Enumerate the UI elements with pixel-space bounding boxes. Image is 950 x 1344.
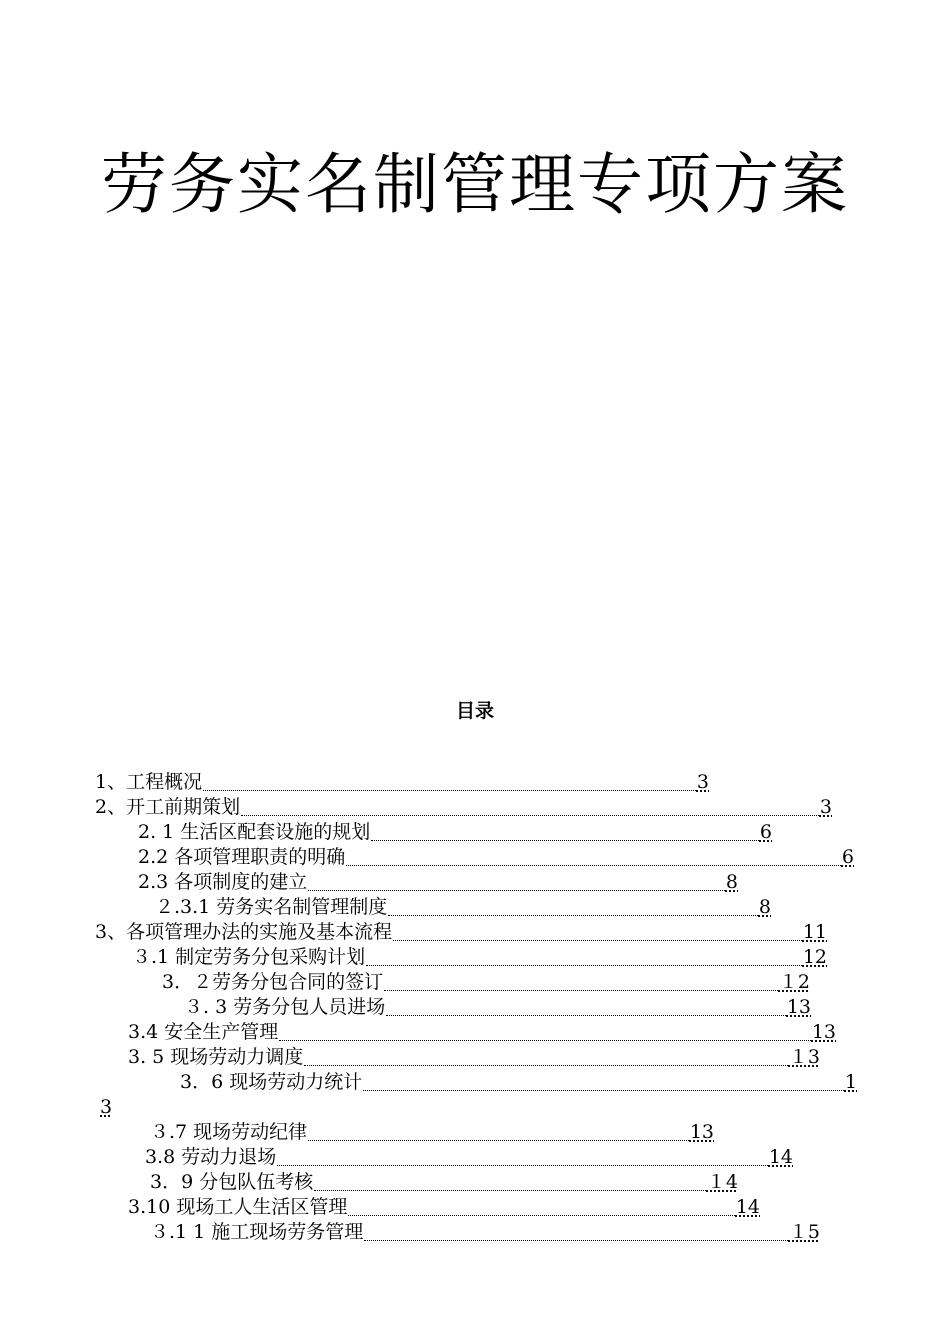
toc-leader <box>277 1164 768 1166</box>
toc-entry-page: 13 <box>786 996 811 1018</box>
page-title: 劳务实名制管理专项方案 <box>101 146 849 223</box>
toc-entry-label: 2.2 各项管理职责的明确 <box>138 846 346 868</box>
toc-entry[interactable] <box>184 995 811 1020</box>
toc-leader <box>346 864 841 866</box>
toc-leader <box>308 889 725 891</box>
toc-entry-page: １5 <box>788 1221 820 1243</box>
toc-entry[interactable] <box>150 1220 820 1245</box>
toc-entry-label: ２.3.1 劳务实名制管理制度 <box>155 896 388 918</box>
toc-entry-page: 1 <box>844 1071 857 1093</box>
toc-entry-label: ３.7 现场劳动纪律 <box>150 1121 308 1143</box>
toc-entry[interactable] <box>150 1170 738 1195</box>
toc-leader <box>279 1039 811 1041</box>
toc-entry[interactable] <box>128 1020 836 1045</box>
toc-entry-page: 13 <box>811 1021 836 1043</box>
toc-entry[interactable] <box>138 870 738 895</box>
toc-leader <box>386 1014 786 1016</box>
toc-entry-page: 8 <box>758 896 771 918</box>
toc-leader <box>384 989 778 991</box>
toc-entry-label: ３.1 1 施工现场劳务管理 <box>150 1221 364 1243</box>
toc-entry-page: １2 <box>778 971 810 993</box>
toc-entry[interactable] <box>138 820 772 845</box>
toc-entry-label: 3.4 安全生产管理 <box>128 1021 279 1043</box>
toc-leader <box>393 939 802 941</box>
toc-entry-label: 2. 1 生活区配套设施的规划 <box>138 821 371 843</box>
toc-entry-label: 3. 5 现场劳动力调度 <box>128 1046 304 1068</box>
toc-entry[interactable] <box>128 1045 820 1070</box>
toc-entry-label: 3.8 劳动力退场 <box>145 1146 277 1168</box>
toc-entry-page: １4 <box>706 1171 738 1193</box>
toc-entry[interactable] <box>145 1145 793 1170</box>
toc-entry-page: 3 <box>696 771 709 793</box>
toc-entry-page: 11 <box>802 921 827 943</box>
toc-entry[interactable] <box>138 845 854 870</box>
toc-entry[interactable] <box>95 795 832 820</box>
toc-leader <box>388 914 758 916</box>
toc-entry[interactable] <box>155 895 771 920</box>
toc-leader <box>371 839 759 841</box>
toc-entry[interactable] <box>95 920 827 945</box>
toc-entry-label: ３. 3 劳务分包人员进场 <box>184 996 386 1018</box>
toc-leader <box>366 964 802 966</box>
toc-entry-label: 2、开工前期策划 <box>95 796 241 818</box>
toc-entry[interactable] <box>150 1120 714 1145</box>
toc-entry-label: ３.1 制定劳务分包采购计划 <box>132 946 366 968</box>
toc-entry-page-continuation: 3 <box>100 1096 113 1118</box>
toc-entry-page: 13 <box>689 1121 714 1143</box>
toc-entry-label: 1、工程概况 <box>95 771 203 793</box>
toc-leader <box>364 1239 788 1241</box>
toc-entry-page: 14 <box>768 1146 793 1168</box>
toc-leader <box>363 1089 844 1091</box>
toc-entry-page: 6 <box>841 846 854 868</box>
toc-entry[interactable] <box>180 1070 857 1095</box>
toc-entry-page: 14 <box>735 1196 760 1218</box>
toc-entry-page: １3 <box>788 1046 820 1068</box>
toc-leader <box>314 1189 706 1191</box>
toc-entry-label: 3．9 分包队伍考核 <box>150 1171 314 1193</box>
toc-leader <box>241 814 819 816</box>
toc-heading: 目录 <box>455 700 494 722</box>
toc-leader <box>348 1214 734 1216</box>
toc-entry-label: 3.10 现场工人生活区管理 <box>128 1196 348 1218</box>
toc-entry-page: 8 <box>725 871 738 893</box>
toc-entry-label: 3、各项管理办法的实施及基本流程 <box>95 921 393 943</box>
toc-leader <box>304 1064 788 1066</box>
toc-leader <box>308 1139 689 1141</box>
toc-entry-label: 2.3 各项制度的建立 <box>138 871 308 893</box>
toc-entry[interactable] <box>95 770 709 795</box>
toc-entry-page: 12 <box>802 946 827 968</box>
toc-entry-page: 6 <box>759 821 772 843</box>
toc-entry[interactable] <box>128 1195 760 1220</box>
toc-entry-label: 3．6 现场劳动力统计 <box>180 1071 363 1093</box>
toc-entry[interactable] <box>162 970 810 995</box>
toc-entry[interactable] <box>132 945 827 970</box>
toc-entry-label: 3．２劳务分包合同的签订 <box>162 971 384 993</box>
toc-entry-page: 3 <box>819 796 832 818</box>
toc-leader <box>203 789 696 791</box>
